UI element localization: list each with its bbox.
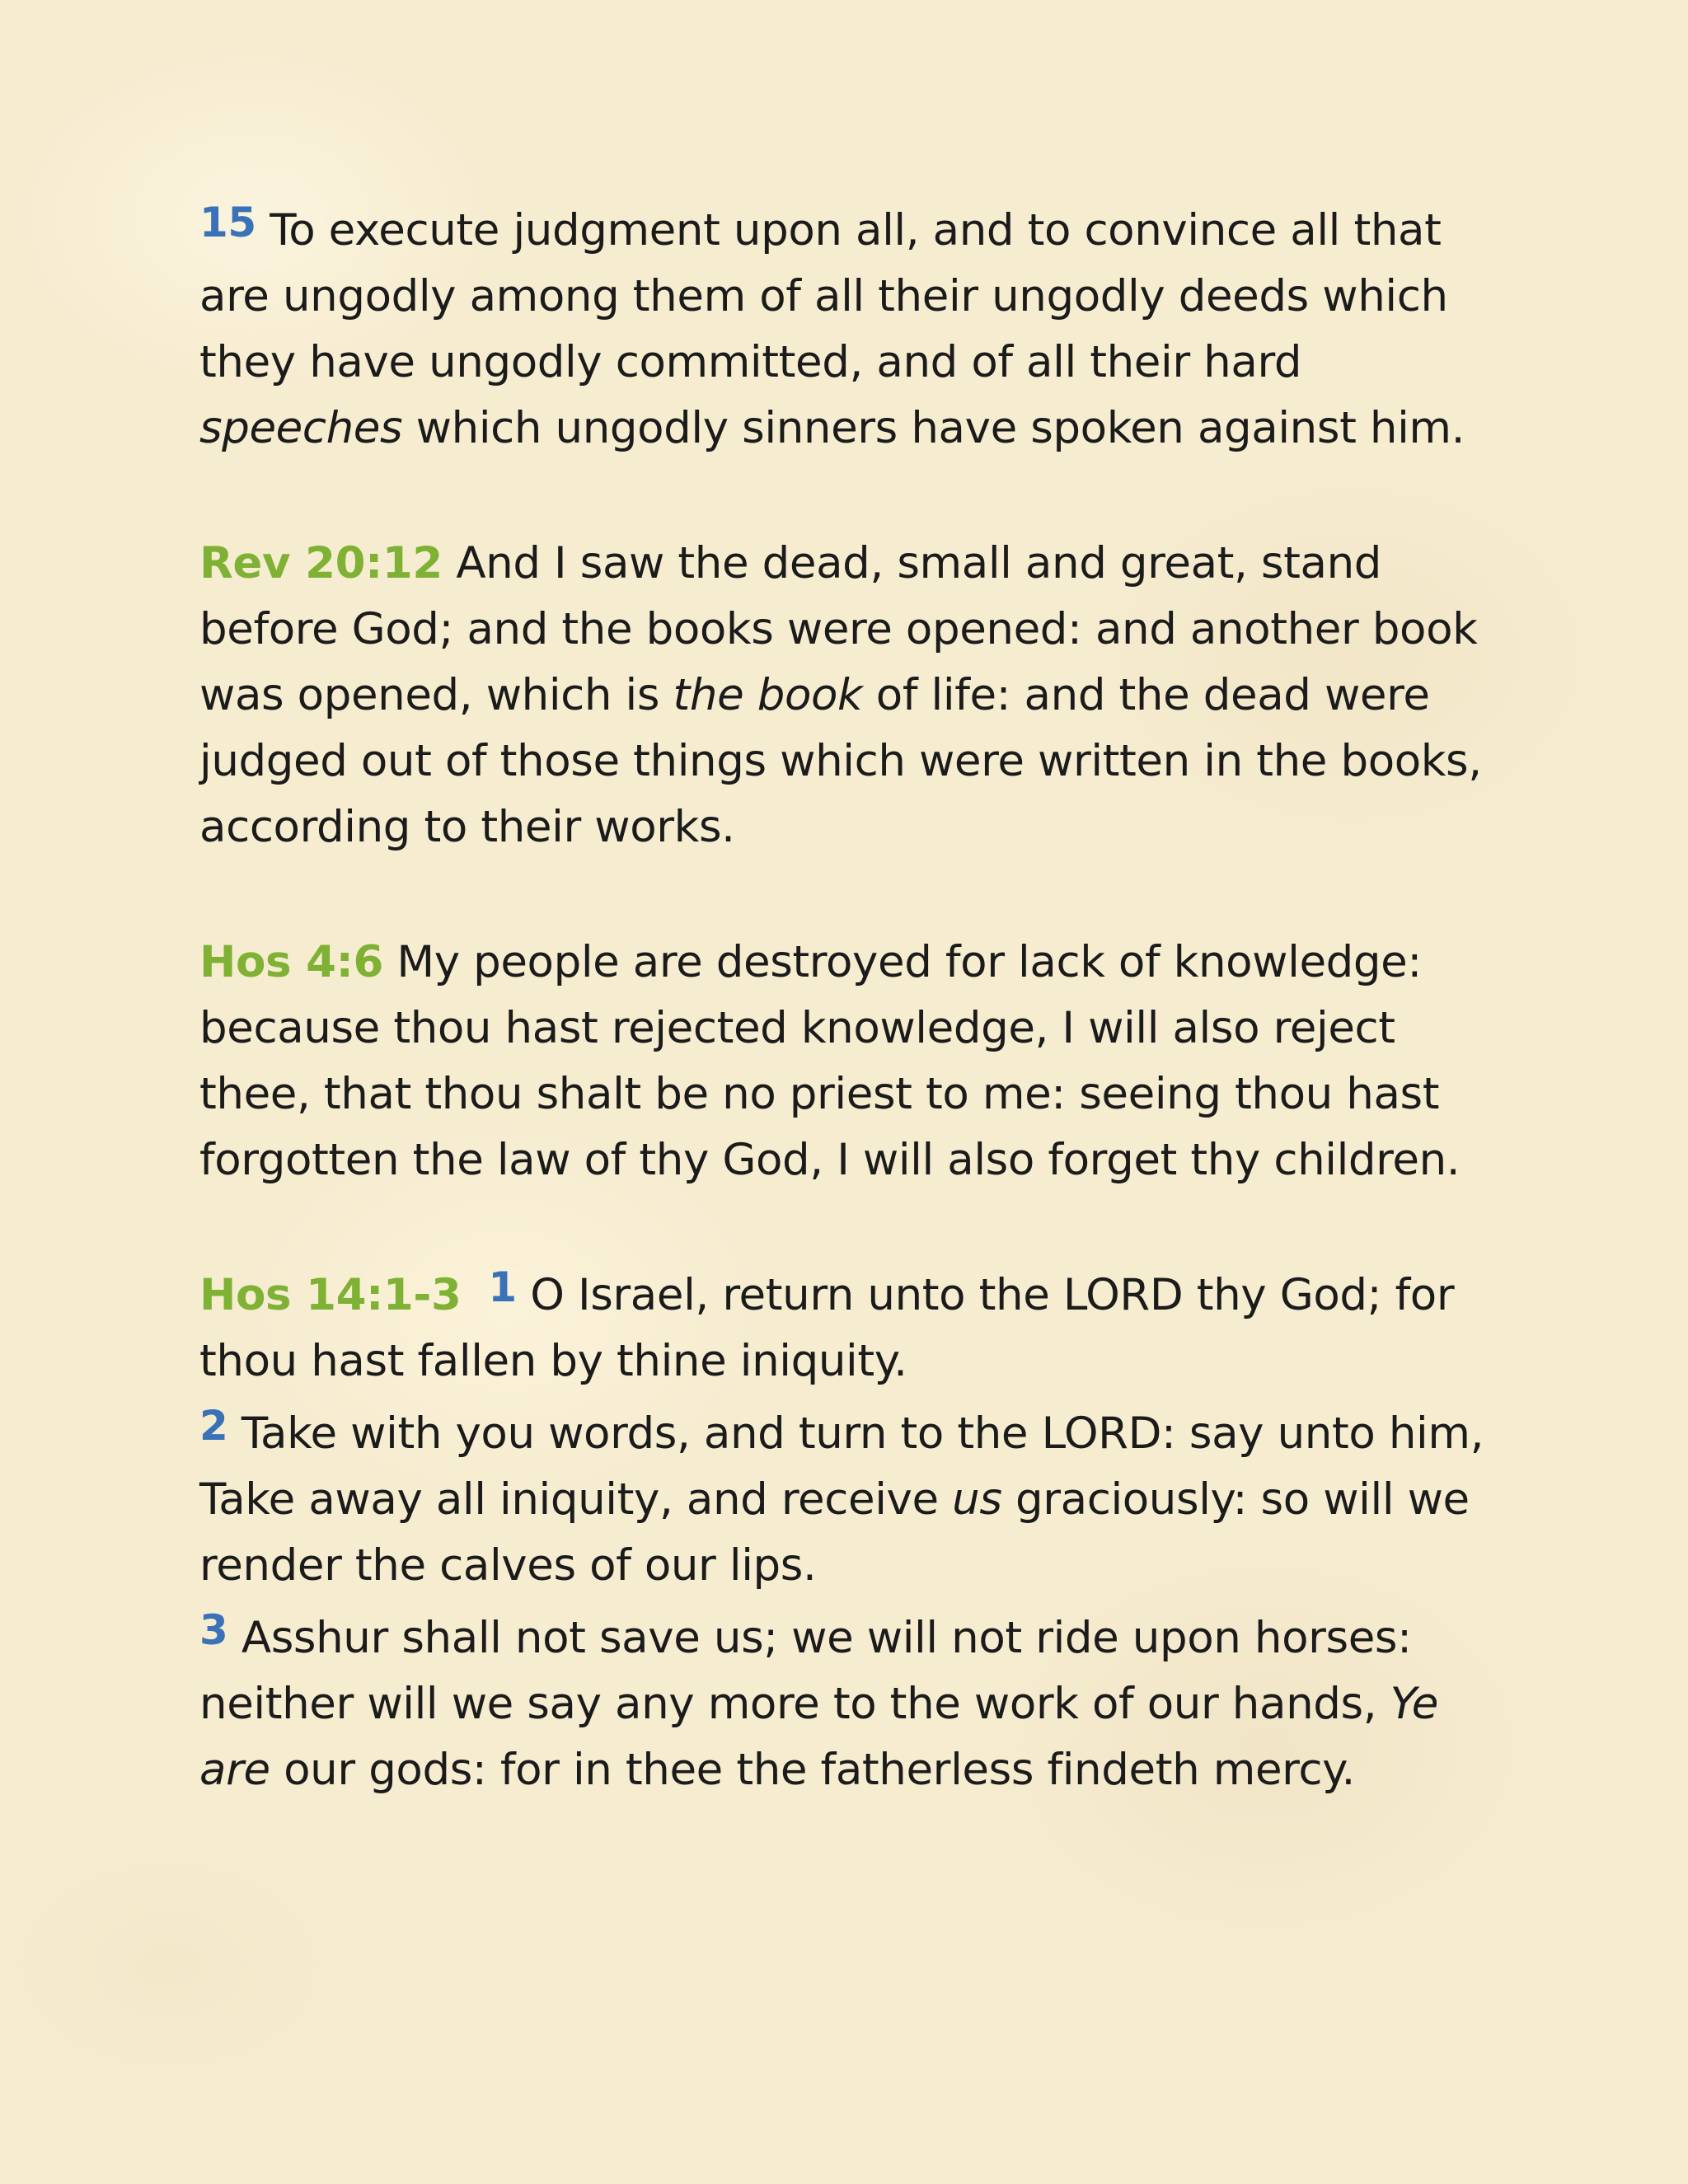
verse-text: Asshur shall not save us; we will not ride upon horses: neither will we say any more to the work of our hands,: [199, 1613, 1412, 1729]
verse-text: Take with you words, and turn to the LORD: say unto him, Take away all iniquity, and receive: [199, 1408, 1484, 1525]
verse-number: 1: [488, 1263, 517, 1311]
verse-text: graciously: so will we render the calves of our lips.: [199, 1474, 1470, 1591]
passage-hos-14-1: [199, 1263, 1502, 1394]
scripture-reference: Rev 20:12: [199, 538, 443, 588]
verse-text: of life: and the dead were judged out of those things which were written in the books, according to their works.: [199, 670, 1482, 852]
verse-text: which ungodly sinners have spoken against him.: [402, 403, 1465, 453]
scripture-reference: Hos 14:1-3: [199, 1270, 462, 1320]
passage-hos-14-3: [199, 1605, 1502, 1803]
verse-text: To execute judgment upon all, and to convince all that are ungodly among them of all their ungodly deeds which they have ungodly committed, and of all their hard: [199, 205, 1448, 387]
passage-hos-4-6: [199, 930, 1502, 1193]
verse-text: My people are destroyed for lack of knowledge: because thou hast rejected knowledge, I will also reject thee, that thou shalt be no priest to me: seeing thou hast forgotten the law of thy God, I will also forget thy children.: [199, 937, 1461, 1185]
passage-rev-20-12: [199, 531, 1502, 860]
verse-text: And I saw the dead, small and great, stand before God; and the books were opened: and another book was opened, which is: [199, 538, 1478, 720]
italic-word: the book: [673, 670, 863, 720]
passage-hos-14-2: [199, 1401, 1502, 1599]
verse-number: 3: [199, 1606, 228, 1654]
verse-text: O Israel, return unto the LORD thy God; for thou hast fallen by thine iniquity.: [199, 1270, 1455, 1386]
scripture-reference: Hos 4:6: [199, 937, 383, 987]
italic-word: speeches: [199, 403, 403, 453]
verse-number: 2: [199, 1402, 228, 1450]
passage-jude-15: [199, 198, 1502, 462]
verse-text: our gods: for in thee the fatherless findeth mercy.: [270, 1745, 1355, 1795]
verse-number: 15: [199, 199, 256, 246]
italic-word: us: [952, 1474, 1002, 1525]
italic-word: Ye are: [199, 1679, 1438, 1795]
scripture-page-content: [199, 198, 1502, 1803]
